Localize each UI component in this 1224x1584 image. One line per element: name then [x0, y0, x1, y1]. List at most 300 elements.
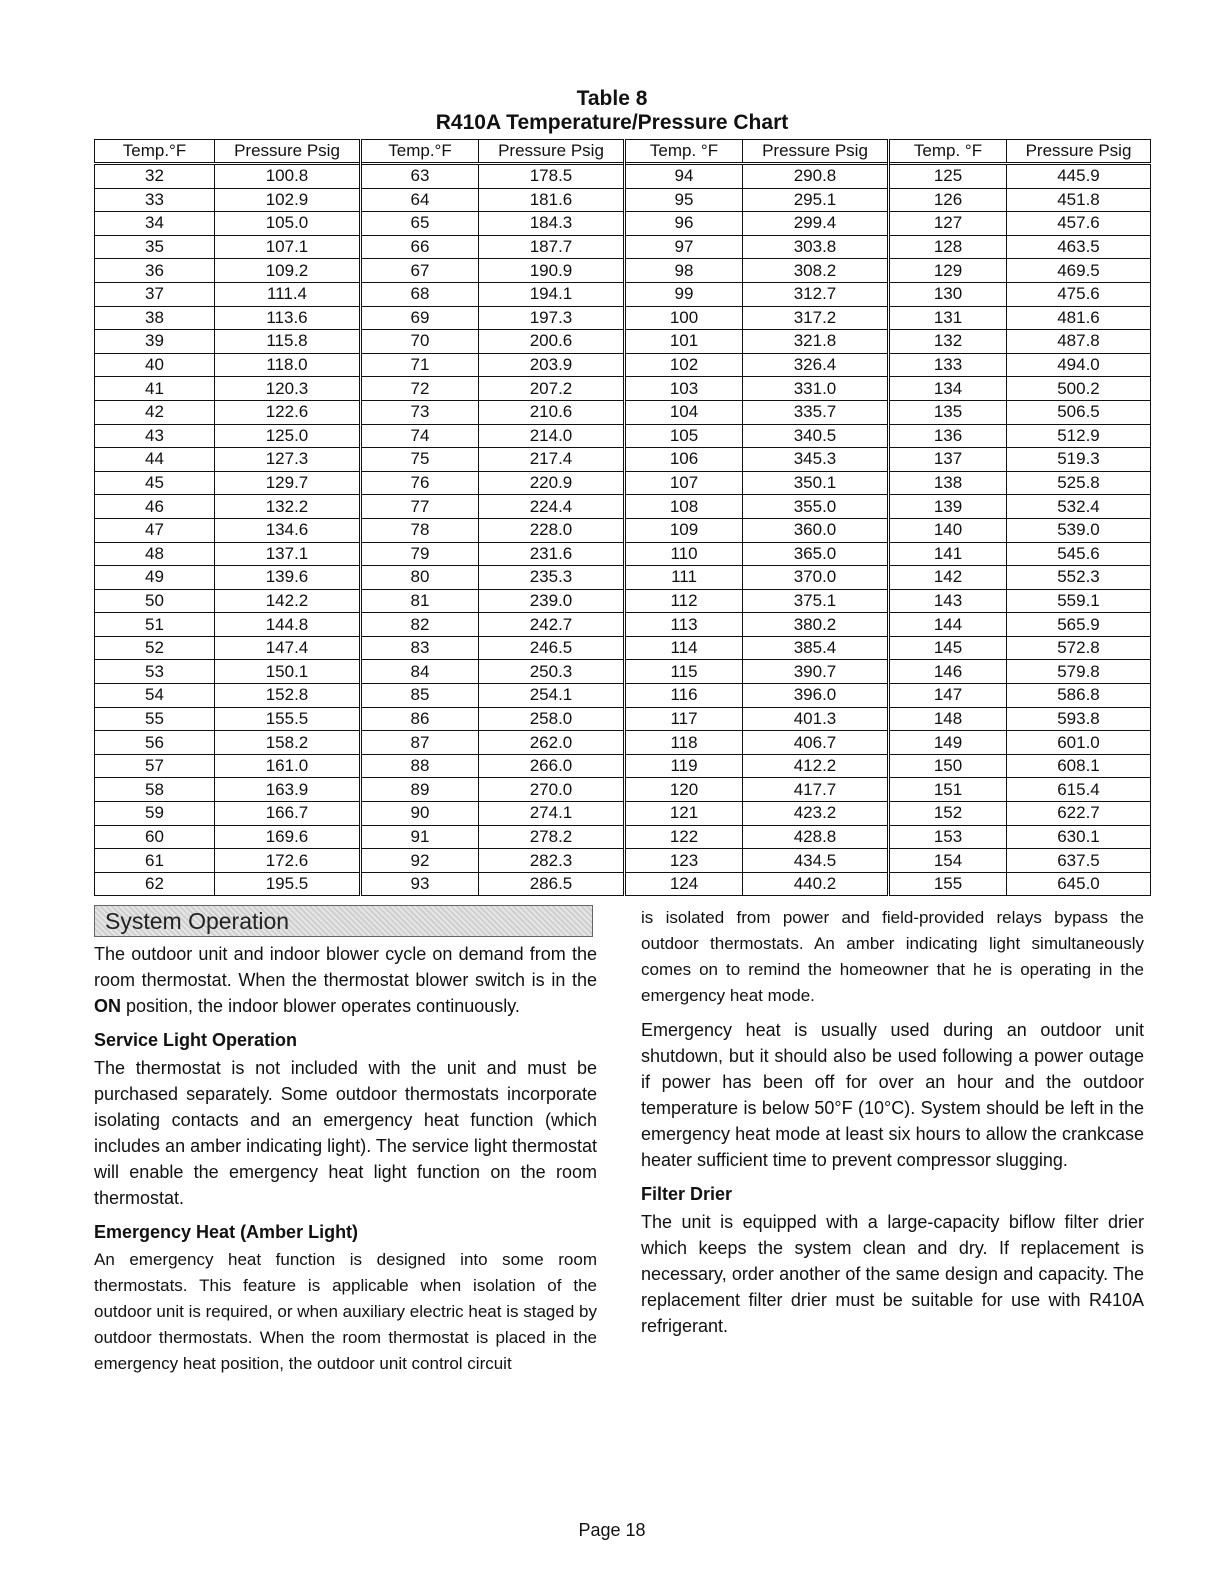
temp-cell: 46: [95, 495, 215, 519]
temperature-pressure-table: [94, 139, 1151, 896]
temp-cell: 85: [361, 684, 479, 708]
pressure-cell: 622.7: [1007, 802, 1151, 826]
temp-cell: 68: [361, 282, 479, 306]
temp-cell: 56: [95, 731, 215, 755]
section-heading: System Operation: [105, 908, 290, 934]
pressure-cell: 475.6: [1007, 282, 1151, 306]
pressure-cell: 105.0: [215, 212, 361, 236]
pressure-cell: 187.7: [479, 235, 625, 259]
pressure-cell: 500.2: [1007, 377, 1151, 401]
table-row: [95, 306, 1151, 330]
pressure-cell: 434.5: [743, 849, 889, 873]
table-row: [95, 684, 1151, 708]
pressure-cell: 565.9: [1007, 613, 1151, 637]
temp-cell: 147: [889, 684, 1007, 708]
temp-cell: 72: [361, 377, 479, 401]
table-row: [95, 707, 1151, 731]
pressure-cell: 144.8: [215, 613, 361, 637]
temp-cell: 97: [625, 235, 743, 259]
pressure-cell: 152.8: [215, 684, 361, 708]
pressure-cell: 231.6: [479, 542, 625, 566]
table-row: [95, 353, 1151, 377]
temp-cell: 132: [889, 330, 1007, 354]
temp-cell: 96: [625, 212, 743, 236]
pressure-cell: 545.6: [1007, 542, 1151, 566]
temp-cell: 54: [95, 684, 215, 708]
temp-cell: 81: [361, 589, 479, 613]
temp-cell: 153: [889, 825, 1007, 849]
emergency-heat-usage-paragraph: Emergency heat is usually used during an outdoor unit shutdown, but it should also be used following a power outage if power has been off for over an hour and the outdoor temperature is below 50°F (10°C). System should be left in the emergency heat mode at least six hours to allow the crankcase heater sufficient time to prevent compressor slugging.: [641, 1020, 1144, 1170]
temp-cell: 42: [95, 400, 215, 424]
temp-cell: 94: [625, 164, 743, 189]
pressure-cell: 274.1: [479, 802, 625, 826]
temp-cell: 47: [95, 518, 215, 542]
pressure-cell: 111.4: [215, 282, 361, 306]
temp-cell: 32: [95, 164, 215, 189]
pressure-cell: 224.4: [479, 495, 625, 519]
service-light-paragraph: The thermostat is not included with the unit and must be purchased separately. Some outdoor thermostats incorporate isolating contacts and an emergency heat function (which includes an amber indicating light). The service light thermostat will enable the emergency heat light function on the room thermostat.: [94, 1058, 597, 1208]
temp-cell: 109: [625, 518, 743, 542]
pressure-cell: 312.7: [743, 282, 889, 306]
pressure-cell: 417.7: [743, 778, 889, 802]
temp-cell: 148: [889, 707, 1007, 731]
pressure-cell: 166.7: [215, 802, 361, 826]
temp-cell: 44: [95, 448, 215, 472]
pressure-cell: 203.9: [479, 353, 625, 377]
temp-cell: 121: [625, 802, 743, 826]
pressure-cell: 147.4: [215, 636, 361, 660]
pressure-cell: 355.0: [743, 495, 889, 519]
temp-cell: 112: [625, 589, 743, 613]
pressure-cell: 246.5: [479, 636, 625, 660]
filter-drier-heading: Filter Drier: [641, 1184, 733, 1204]
left-column: [94, 905, 597, 1385]
pressure-cell: 142.2: [215, 589, 361, 613]
temp-cell: 137: [889, 448, 1007, 472]
temp-cell: 71: [361, 353, 479, 377]
header-temp: Temp.°F: [361, 140, 479, 164]
pressure-cell: 487.8: [1007, 330, 1151, 354]
temp-cell: 126: [889, 188, 1007, 212]
pressure-cell: 220.9: [479, 471, 625, 495]
pressure-cell: 637.5: [1007, 849, 1151, 873]
pressure-cell: 506.5: [1007, 400, 1151, 424]
temp-cell: 145: [889, 636, 1007, 660]
temp-cell: 63: [361, 164, 479, 189]
pressure-cell: 125.0: [215, 424, 361, 448]
pressure-cell: 181.6: [479, 188, 625, 212]
table-row: [95, 613, 1151, 637]
pressure-cell: 512.9: [1007, 424, 1151, 448]
temp-cell: 92: [361, 849, 479, 873]
table-row: [95, 636, 1151, 660]
temp-cell: 43: [95, 424, 215, 448]
table-row: [95, 566, 1151, 590]
section-heading-bar: [94, 905, 593, 937]
pressure-cell: 463.5: [1007, 235, 1151, 259]
pressure-cell: 178.5: [479, 164, 625, 189]
table-row: [95, 731, 1151, 755]
pressure-cell: 282.3: [479, 849, 625, 873]
temp-cell: 98: [625, 259, 743, 283]
table-row: [95, 802, 1151, 826]
header-pressure: Pressure Psig: [1007, 140, 1151, 164]
temp-cell: 131: [889, 306, 1007, 330]
pressure-cell: 250.3: [479, 660, 625, 684]
pressure-cell: 113.6: [215, 306, 361, 330]
temp-cell: 34: [95, 212, 215, 236]
pressure-cell: 360.0: [743, 518, 889, 542]
temp-cell: 36: [95, 259, 215, 283]
pressure-cell: 127.3: [215, 448, 361, 472]
temp-cell: 75: [361, 448, 479, 472]
pressure-cell: 525.8: [1007, 471, 1151, 495]
temp-cell: 66: [361, 235, 479, 259]
table-row: [95, 282, 1151, 306]
intro-text-end: position, the indoor blower operates continuously.: [121, 996, 520, 1016]
temp-cell: 79: [361, 542, 479, 566]
pressure-cell: 217.4: [479, 448, 625, 472]
pressure-cell: 303.8: [743, 235, 889, 259]
temp-cell: 65: [361, 212, 479, 236]
pressure-cell: 150.1: [215, 660, 361, 684]
pressure-cell: 290.8: [743, 164, 889, 189]
temp-cell: 105: [625, 424, 743, 448]
temp-cell: 150: [889, 754, 1007, 778]
temp-cell: 89: [361, 778, 479, 802]
temp-cell: 114: [625, 636, 743, 660]
pressure-cell: 120.3: [215, 377, 361, 401]
temp-cell: 142: [889, 566, 1007, 590]
temp-cell: 87: [361, 731, 479, 755]
table-row: [95, 778, 1151, 802]
pressure-cell: 210.6: [479, 400, 625, 424]
temp-cell: 86: [361, 707, 479, 731]
temp-cell: 41: [95, 377, 215, 401]
header-temp: Temp. °F: [625, 140, 743, 164]
pressure-cell: 266.0: [479, 754, 625, 778]
pressure-cell: 428.8: [743, 825, 889, 849]
emergency-heat-continued: is isolated from power and field-provided relays bypass the outdoor thermostats. An amber indicating light simultaneously comes on to remind the homeowner that he is operating in the emergency heat mode.: [641, 908, 1144, 1005]
pressure-cell: 184.3: [479, 212, 625, 236]
temp-cell: 40: [95, 353, 215, 377]
pressure-cell: 200.6: [479, 330, 625, 354]
emergency-heat-paragraph: An emergency heat function is designed into some room thermostats. This feature is applicable when isolation of the outdoor unit is required, or when auxiliary electric heat is staged by outdoor thermostats. When the room thermostat is placed in the emergency heat position, the outdoor unit control circuit: [94, 1250, 597, 1373]
header-pressure: Pressure Psig: [479, 140, 625, 164]
temp-cell: 141: [889, 542, 1007, 566]
pressure-cell: 572.8: [1007, 636, 1151, 660]
emergency-heat-heading: Emergency Heat (Amber Light): [94, 1222, 359, 1242]
pressure-cell: 440.2: [743, 872, 889, 896]
pressure-cell: 134.6: [215, 518, 361, 542]
table-caption: [0, 87, 1224, 135]
temp-cell: 117: [625, 707, 743, 731]
table-row: [95, 471, 1151, 495]
header-temp: Temp.°F: [95, 140, 215, 164]
temp-cell: 33: [95, 188, 215, 212]
temp-cell: 51: [95, 613, 215, 637]
temp-cell: 107: [625, 471, 743, 495]
temp-cell: 124: [625, 872, 743, 896]
pressure-cell: 350.1: [743, 471, 889, 495]
pressure-cell: 132.2: [215, 495, 361, 519]
table-row: [95, 330, 1151, 354]
temp-cell: 151: [889, 778, 1007, 802]
temp-cell: 83: [361, 636, 479, 660]
temp-cell: 73: [361, 400, 479, 424]
pressure-cell: 235.3: [479, 566, 625, 590]
temp-cell: 122: [625, 825, 743, 849]
header-temp: Temp. °F: [889, 140, 1007, 164]
temp-cell: 78: [361, 518, 479, 542]
service-light-heading: Service Light Operation: [94, 1030, 298, 1050]
pressure-cell: 481.6: [1007, 306, 1151, 330]
table-row: [95, 589, 1151, 613]
temp-cell: 50: [95, 589, 215, 613]
pressure-cell: 194.1: [479, 282, 625, 306]
table-row: [95, 400, 1151, 424]
pressure-cell: 494.0: [1007, 353, 1151, 377]
pressure-cell: 239.0: [479, 589, 625, 613]
temp-cell: 102: [625, 353, 743, 377]
temp-cell: 138: [889, 471, 1007, 495]
temp-cell: 95: [625, 188, 743, 212]
temp-cell: 84: [361, 660, 479, 684]
table-row: [95, 660, 1151, 684]
temp-cell: 140: [889, 518, 1007, 542]
pressure-cell: 593.8: [1007, 707, 1151, 731]
pressure-cell: 163.9: [215, 778, 361, 802]
pressure-cell: 445.9: [1007, 164, 1151, 189]
pressure-cell: 608.1: [1007, 754, 1151, 778]
pressure-cell: 197.3: [479, 306, 625, 330]
pressure-cell: 139.6: [215, 566, 361, 590]
temp-cell: 91: [361, 825, 479, 849]
pressure-cell: 137.1: [215, 542, 361, 566]
pressure-cell: 295.1: [743, 188, 889, 212]
pressure-cell: 340.5: [743, 424, 889, 448]
pressure-cell: 258.0: [479, 707, 625, 731]
temp-cell: 52: [95, 636, 215, 660]
temp-cell: 146: [889, 660, 1007, 684]
temp-cell: 59: [95, 802, 215, 826]
pressure-cell: 390.7: [743, 660, 889, 684]
pressure-cell: 469.5: [1007, 259, 1151, 283]
header-pressure: Pressure Psig: [743, 140, 889, 164]
pressure-cell: 207.2: [479, 377, 625, 401]
pressure-cell: 331.0: [743, 377, 889, 401]
pressure-cell: 100.8: [215, 164, 361, 189]
temp-cell: 77: [361, 495, 479, 519]
pressure-cell: 278.2: [479, 825, 625, 849]
temp-cell: 120: [625, 778, 743, 802]
pressure-cell: 109.2: [215, 259, 361, 283]
temp-cell: 136: [889, 424, 1007, 448]
pressure-cell: 519.3: [1007, 448, 1151, 472]
pressure-cell: 451.8: [1007, 188, 1151, 212]
pressure-cell: 457.6: [1007, 212, 1151, 236]
table-row: [95, 164, 1151, 189]
pressure-cell: 601.0: [1007, 731, 1151, 755]
temp-cell: 104: [625, 400, 743, 424]
pressure-cell: 365.0: [743, 542, 889, 566]
table-row: [95, 825, 1151, 849]
pressure-cell: 375.1: [743, 589, 889, 613]
pressure-cell: 645.0: [1007, 872, 1151, 896]
pressure-cell: 385.4: [743, 636, 889, 660]
pressure-cell: 317.2: [743, 306, 889, 330]
temp-cell: 125: [889, 164, 1007, 189]
temp-cell: 110: [625, 542, 743, 566]
table-row: [95, 849, 1151, 873]
table-row: [95, 259, 1151, 283]
table-row: [95, 424, 1151, 448]
temp-cell: 69: [361, 306, 479, 330]
pressure-cell: 161.0: [215, 754, 361, 778]
pressure-cell: 262.0: [479, 731, 625, 755]
temp-cell: 129: [889, 259, 1007, 283]
pressure-cell: 270.0: [479, 778, 625, 802]
pressure-cell: 286.5: [479, 872, 625, 896]
temp-cell: 55: [95, 707, 215, 731]
temp-cell: 149: [889, 731, 1007, 755]
temp-cell: 119: [625, 754, 743, 778]
temp-cell: 93: [361, 872, 479, 896]
temp-cell: 115: [625, 660, 743, 684]
pressure-cell: 539.0: [1007, 518, 1151, 542]
temp-cell: 58: [95, 778, 215, 802]
temp-cell: 103: [625, 377, 743, 401]
pressure-cell: 630.1: [1007, 825, 1151, 849]
temp-cell: 111: [625, 566, 743, 590]
temp-cell: 48: [95, 542, 215, 566]
table-row: [95, 872, 1151, 896]
pressure-cell: 155.5: [215, 707, 361, 731]
temp-cell: 135: [889, 400, 1007, 424]
pressure-cell: 122.6: [215, 400, 361, 424]
table-row: [95, 518, 1151, 542]
temp-cell: 88: [361, 754, 479, 778]
temp-cell: 101: [625, 330, 743, 354]
temp-cell: 70: [361, 330, 479, 354]
table-row: [95, 377, 1151, 401]
table-row: [95, 448, 1151, 472]
pressure-cell: 308.2: [743, 259, 889, 283]
temp-cell: 35: [95, 235, 215, 259]
temp-cell: 82: [361, 613, 479, 637]
pressure-cell: 615.4: [1007, 778, 1151, 802]
temp-cell: 155: [889, 872, 1007, 896]
pressure-cell: 396.0: [743, 684, 889, 708]
temp-cell: 57: [95, 754, 215, 778]
pressure-cell: 195.5: [215, 872, 361, 896]
pressure-cell: 214.0: [479, 424, 625, 448]
temp-cell: 152: [889, 802, 1007, 826]
temp-cell: 37: [95, 282, 215, 306]
temp-cell: 64: [361, 188, 479, 212]
pressure-cell: 401.3: [743, 707, 889, 731]
pressure-cell: 115.8: [215, 330, 361, 354]
header-pressure: Pressure Psig: [215, 140, 361, 164]
right-column: [641, 905, 1144, 1347]
pressure-cell: 412.2: [743, 754, 889, 778]
temp-cell: 61: [95, 849, 215, 873]
pressure-cell: 370.0: [743, 566, 889, 590]
temp-cell: 80: [361, 566, 479, 590]
temp-cell: 144: [889, 613, 1007, 637]
page-number: Page 18: [578, 1520, 646, 1540]
intro-text: The outdoor unit and indoor blower cycle on demand from the room thermostat. When the thermostat blower switch is in the: [94, 944, 597, 990]
pressure-cell: 406.7: [743, 731, 889, 755]
temp-cell: 134: [889, 377, 1007, 401]
table-body: [95, 164, 1151, 896]
temp-cell: 38: [95, 306, 215, 330]
table-row: [95, 212, 1151, 236]
pressure-cell: 107.1: [215, 235, 361, 259]
pressure-cell: 129.7: [215, 471, 361, 495]
table-row: [95, 495, 1151, 519]
pressure-cell: 169.6: [215, 825, 361, 849]
pressure-cell: 423.2: [743, 802, 889, 826]
temp-cell: 154: [889, 849, 1007, 873]
temp-cell: 60: [95, 825, 215, 849]
temp-cell: 90: [361, 802, 479, 826]
temp-cell: 62: [95, 872, 215, 896]
table-row: [95, 188, 1151, 212]
filter-drier-paragraph: The unit is equipped with a large-capacity biflow filter drier which keeps the system clean and dry. If replacement is necessary, order another of the same design and capacity. The replacement filter drier must be suitable for use with R410A refrigerant.: [641, 1212, 1144, 1336]
pressure-cell: 228.0: [479, 518, 625, 542]
pressure-cell: 579.8: [1007, 660, 1151, 684]
temp-cell: 113: [625, 613, 743, 637]
temp-cell: 67: [361, 259, 479, 283]
temp-cell: 76: [361, 471, 479, 495]
pressure-cell: 586.8: [1007, 684, 1151, 708]
temp-cell: 133: [889, 353, 1007, 377]
temp-cell: 118: [625, 731, 743, 755]
temp-cell: 139: [889, 495, 1007, 519]
pressure-cell: 326.4: [743, 353, 889, 377]
temp-cell: 108: [625, 495, 743, 519]
pressure-cell: 532.4: [1007, 495, 1151, 519]
pressure-cell: 552.3: [1007, 566, 1151, 590]
intro-paragraph: [94, 941, 597, 1019]
temp-cell: 53: [95, 660, 215, 684]
temp-cell: 143: [889, 589, 1007, 613]
temp-cell: 106: [625, 448, 743, 472]
pressure-cell: 242.7: [479, 613, 625, 637]
table-row: [95, 235, 1151, 259]
table-title: R410A Temperature/Pressure Chart: [435, 111, 789, 134]
temp-cell: 130: [889, 282, 1007, 306]
pressure-cell: 299.4: [743, 212, 889, 236]
temp-cell: 100: [625, 306, 743, 330]
temp-cell: 49: [95, 566, 215, 590]
table-header-row: [95, 140, 1151, 164]
pressure-cell: 380.2: [743, 613, 889, 637]
pressure-cell: 172.6: [215, 849, 361, 873]
pressure-cell: 118.0: [215, 353, 361, 377]
pressure-cell: 190.9: [479, 259, 625, 283]
temp-cell: 127: [889, 212, 1007, 236]
pressure-cell: 345.3: [743, 448, 889, 472]
temp-cell: 123: [625, 849, 743, 873]
table-row: [95, 542, 1151, 566]
pressure-cell: 321.8: [743, 330, 889, 354]
temp-cell: 45: [95, 471, 215, 495]
intro-bold-text: ON: [94, 996, 121, 1016]
temp-cell: 39: [95, 330, 215, 354]
pressure-cell: 335.7: [743, 400, 889, 424]
